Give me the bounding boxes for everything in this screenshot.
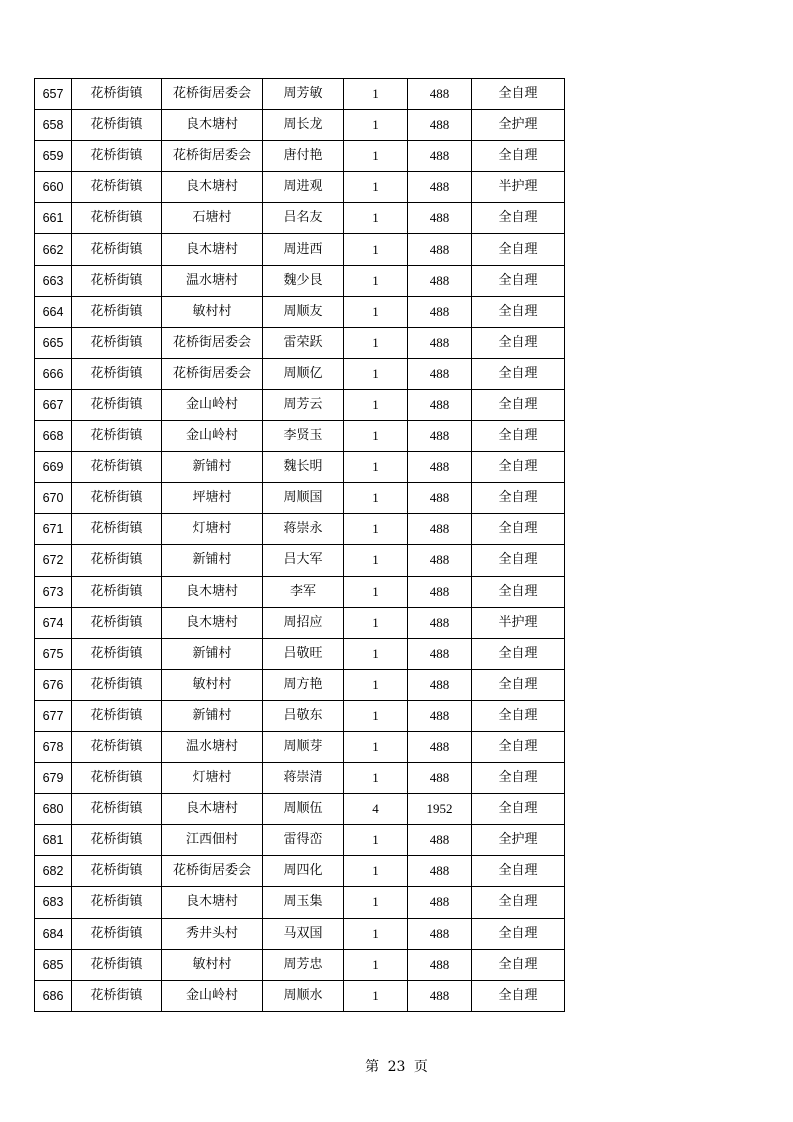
- count-cell: 1: [344, 576, 408, 607]
- name-cell: 周顺伍: [263, 794, 344, 825]
- table-row: [35, 638, 565, 669]
- care-level-cell: 半护理: [472, 172, 565, 203]
- care-level-cell: 全自理: [472, 638, 565, 669]
- care-level-cell: 全自理: [472, 483, 565, 514]
- count-cell: 1: [344, 980, 408, 1011]
- count-cell: 1: [344, 545, 408, 576]
- name-cell: 李贤玉: [263, 421, 344, 452]
- name-cell: 周进观: [263, 172, 344, 203]
- town-cell: 花桥街镇: [72, 327, 162, 358]
- table-row: [35, 110, 565, 141]
- village-cell: 灯塘村: [162, 514, 263, 545]
- amount-cell: 488: [408, 234, 472, 265]
- town-cell: 花桥街镇: [72, 421, 162, 452]
- count-cell: 1: [344, 887, 408, 918]
- name-cell: 雷荣跃: [263, 327, 344, 358]
- count-cell: 4: [344, 794, 408, 825]
- amount-cell: 488: [408, 421, 472, 452]
- care-level-cell: 全自理: [472, 234, 565, 265]
- town-cell: 花桥街镇: [72, 825, 162, 856]
- name-cell: 周长龙: [263, 110, 344, 141]
- row-number: 660: [35, 172, 72, 203]
- row-number: 682: [35, 856, 72, 887]
- row-number: 677: [35, 700, 72, 731]
- town-cell: 花桥街镇: [72, 203, 162, 234]
- name-cell: 周进西: [263, 234, 344, 265]
- town-cell: 花桥街镇: [72, 514, 162, 545]
- name-cell: 周芳敏: [263, 79, 344, 110]
- records-table-body: [35, 79, 565, 1012]
- page-footer-prefix: 第: [365, 1059, 380, 1075]
- count-cell: 1: [344, 389, 408, 420]
- amount-cell: 488: [408, 79, 472, 110]
- care-level-cell: 全自理: [472, 731, 565, 762]
- amount-cell: 488: [408, 763, 472, 794]
- village-cell: 新铺村: [162, 638, 263, 669]
- count-cell: 1: [344, 607, 408, 638]
- town-cell: 花桥街镇: [72, 669, 162, 700]
- table-row: [35, 731, 565, 762]
- table-row: [35, 607, 565, 638]
- town-cell: 花桥街镇: [72, 296, 162, 327]
- table-row: [35, 265, 565, 296]
- count-cell: 1: [344, 452, 408, 483]
- care-level-cell: 全自理: [472, 918, 565, 949]
- village-cell: 温水塘村: [162, 731, 263, 762]
- amount-cell: 488: [408, 514, 472, 545]
- name-cell: 周方艳: [263, 669, 344, 700]
- care-level-cell: 全自理: [472, 79, 565, 110]
- town-cell: 花桥街镇: [72, 483, 162, 514]
- page-number: 23: [387, 1059, 406, 1075]
- care-level-cell: 全自理: [472, 141, 565, 172]
- care-level-cell: 全护理: [472, 110, 565, 141]
- count-cell: 1: [344, 172, 408, 203]
- table-row: [35, 389, 565, 420]
- town-cell: 花桥街镇: [72, 172, 162, 203]
- amount-cell: 488: [408, 203, 472, 234]
- village-cell: 良木塘村: [162, 172, 263, 203]
- count-cell: 1: [344, 949, 408, 980]
- care-level-cell: 全自理: [472, 514, 565, 545]
- row-number: 681: [35, 825, 72, 856]
- row-number: 679: [35, 763, 72, 794]
- count-cell: 1: [344, 638, 408, 669]
- table-row: [35, 545, 565, 576]
- amount-cell: 488: [408, 358, 472, 389]
- care-level-cell: 全自理: [472, 389, 565, 420]
- row-number: 685: [35, 949, 72, 980]
- amount-cell: 488: [408, 669, 472, 700]
- care-level-cell: 全自理: [472, 203, 565, 234]
- amount-cell: 488: [408, 856, 472, 887]
- care-level-cell: 全护理: [472, 825, 565, 856]
- village-cell: 江西佃村: [162, 825, 263, 856]
- name-cell: 蒋崇永: [263, 514, 344, 545]
- count-cell: 1: [344, 731, 408, 762]
- amount-cell: 488: [408, 110, 472, 141]
- town-cell: 花桥街镇: [72, 638, 162, 669]
- town-cell: 花桥街镇: [72, 607, 162, 638]
- row-number: 661: [35, 203, 72, 234]
- page-footer-suffix: 页: [413, 1059, 428, 1075]
- row-number: 671: [35, 514, 72, 545]
- village-cell: 花桥街居委会: [162, 327, 263, 358]
- name-cell: 蒋崇清: [263, 763, 344, 794]
- count-cell: 1: [344, 296, 408, 327]
- name-cell: 周顺亿: [263, 358, 344, 389]
- town-cell: 花桥街镇: [72, 980, 162, 1011]
- amount-cell: 488: [408, 265, 472, 296]
- count-cell: 1: [344, 856, 408, 887]
- row-number: 663: [35, 265, 72, 296]
- row-number: 658: [35, 110, 72, 141]
- amount-cell: 488: [408, 607, 472, 638]
- care-level-cell: 全自理: [472, 545, 565, 576]
- village-cell: 金山岭村: [162, 389, 263, 420]
- town-cell: 花桥街镇: [72, 358, 162, 389]
- table-row: [35, 172, 565, 203]
- care-level-cell: 全自理: [472, 327, 565, 358]
- amount-cell: 488: [408, 980, 472, 1011]
- village-cell: 新铺村: [162, 700, 263, 731]
- village-cell: 花桥街居委会: [162, 141, 263, 172]
- village-cell: 良木塘村: [162, 576, 263, 607]
- table-row: [35, 141, 565, 172]
- row-number: 673: [35, 576, 72, 607]
- table-row: [35, 296, 565, 327]
- table-row: [35, 576, 565, 607]
- amount-cell: 1952: [408, 794, 472, 825]
- count-cell: 1: [344, 825, 408, 856]
- town-cell: 花桥街镇: [72, 79, 162, 110]
- name-cell: 周顺芽: [263, 731, 344, 762]
- name-cell: 李军: [263, 576, 344, 607]
- name-cell: 周招应: [263, 607, 344, 638]
- name-cell: 周芳忠: [263, 949, 344, 980]
- town-cell: 花桥街镇: [72, 949, 162, 980]
- village-cell: 敏村村: [162, 669, 263, 700]
- name-cell: 吕敬东: [263, 700, 344, 731]
- amount-cell: 488: [408, 638, 472, 669]
- count-cell: 1: [344, 141, 408, 172]
- amount-cell: 488: [408, 452, 472, 483]
- village-cell: 新铺村: [162, 545, 263, 576]
- amount-cell: 488: [408, 483, 472, 514]
- care-level-cell: 全自理: [472, 421, 565, 452]
- village-cell: 良木塘村: [162, 887, 263, 918]
- town-cell: 花桥街镇: [72, 763, 162, 794]
- village-cell: 新铺村: [162, 452, 263, 483]
- town-cell: 花桥街镇: [72, 918, 162, 949]
- care-level-cell: 全自理: [472, 794, 565, 825]
- care-level-cell: 全自理: [472, 856, 565, 887]
- row-number: 686: [35, 980, 72, 1011]
- town-cell: 花桥街镇: [72, 141, 162, 172]
- town-cell: 花桥街镇: [72, 887, 162, 918]
- row-number: 674: [35, 607, 72, 638]
- table-row: [35, 763, 565, 794]
- village-cell: 金山岭村: [162, 980, 263, 1011]
- count-cell: 1: [344, 79, 408, 110]
- town-cell: 花桥街镇: [72, 234, 162, 265]
- table-row: [35, 980, 565, 1011]
- table-row: [35, 421, 565, 452]
- count-cell: 1: [344, 203, 408, 234]
- amount-cell: 488: [408, 545, 472, 576]
- care-level-cell: 全自理: [472, 296, 565, 327]
- table-row: [35, 856, 565, 887]
- count-cell: 1: [344, 358, 408, 389]
- amount-cell: 488: [408, 327, 472, 358]
- name-cell: 吕敬旺: [263, 638, 344, 669]
- table-row: [35, 514, 565, 545]
- amount-cell: 488: [408, 731, 472, 762]
- village-cell: 花桥街居委会: [162, 79, 263, 110]
- town-cell: 花桥街镇: [72, 576, 162, 607]
- village-cell: 秀井头村: [162, 918, 263, 949]
- table-row: [35, 918, 565, 949]
- care-level-cell: 全自理: [472, 980, 565, 1011]
- count-cell: 1: [344, 234, 408, 265]
- amount-cell: 488: [408, 949, 472, 980]
- row-number: 668: [35, 421, 72, 452]
- amount-cell: 488: [408, 389, 472, 420]
- town-cell: 花桥街镇: [72, 856, 162, 887]
- name-cell: 周顺水: [263, 980, 344, 1011]
- amount-cell: 488: [408, 576, 472, 607]
- town-cell: 花桥街镇: [72, 110, 162, 141]
- care-level-cell: 全自理: [472, 576, 565, 607]
- town-cell: 花桥街镇: [72, 794, 162, 825]
- town-cell: 花桥街镇: [72, 700, 162, 731]
- care-level-cell: 全自理: [472, 358, 565, 389]
- table-row: [35, 700, 565, 731]
- row-number: 659: [35, 141, 72, 172]
- name-cell: 吕名友: [263, 203, 344, 234]
- amount-cell: 488: [408, 141, 472, 172]
- care-level-cell: 全自理: [472, 265, 565, 296]
- count-cell: 1: [344, 483, 408, 514]
- row-number: 662: [35, 234, 72, 265]
- amount-cell: 488: [408, 918, 472, 949]
- amount-cell: 488: [408, 296, 472, 327]
- town-cell: 花桥街镇: [72, 731, 162, 762]
- row-number: 684: [35, 918, 72, 949]
- name-cell: 唐付艳: [263, 141, 344, 172]
- table-row: [35, 79, 565, 110]
- amount-cell: 488: [408, 887, 472, 918]
- care-level-cell: 全自理: [472, 949, 565, 980]
- row-number: 678: [35, 731, 72, 762]
- table-row: [35, 825, 565, 856]
- records-table: [34, 78, 565, 1012]
- care-level-cell: 半护理: [472, 607, 565, 638]
- name-cell: 吕大军: [263, 545, 344, 576]
- village-cell: 坪塘村: [162, 483, 263, 514]
- village-cell: 良木塘村: [162, 607, 263, 638]
- row-number: 666: [35, 358, 72, 389]
- count-cell: 1: [344, 265, 408, 296]
- count-cell: 1: [344, 763, 408, 794]
- row-number: 667: [35, 389, 72, 420]
- row-number: 683: [35, 887, 72, 918]
- table-row: [35, 452, 565, 483]
- care-level-cell: 全自理: [472, 452, 565, 483]
- row-number: 670: [35, 483, 72, 514]
- name-cell: 周四化: [263, 856, 344, 887]
- name-cell: 周玉集: [263, 887, 344, 918]
- village-cell: 敏村村: [162, 296, 263, 327]
- town-cell: 花桥街镇: [72, 545, 162, 576]
- village-cell: 良木塘村: [162, 794, 263, 825]
- row-number: 657: [35, 79, 72, 110]
- table-row: [35, 234, 565, 265]
- amount-cell: 488: [408, 825, 472, 856]
- village-cell: 温水塘村: [162, 265, 263, 296]
- name-cell: 周顺友: [263, 296, 344, 327]
- table-row: [35, 483, 565, 514]
- count-cell: 1: [344, 669, 408, 700]
- table-row: [35, 887, 565, 918]
- table-row: [35, 794, 565, 825]
- care-level-cell: 全自理: [472, 763, 565, 794]
- count-cell: 1: [344, 110, 408, 141]
- page-footer: [0, 1056, 793, 1076]
- village-cell: 金山岭村: [162, 421, 263, 452]
- village-cell: 良木塘村: [162, 234, 263, 265]
- amount-cell: 488: [408, 700, 472, 731]
- care-level-cell: 全自理: [472, 669, 565, 700]
- care-level-cell: 全自理: [472, 887, 565, 918]
- count-cell: 1: [344, 700, 408, 731]
- count-cell: 1: [344, 514, 408, 545]
- row-number: 680: [35, 794, 72, 825]
- village-cell: 良木塘村: [162, 110, 263, 141]
- amount-cell: 488: [408, 172, 472, 203]
- village-cell: 石塘村: [162, 203, 263, 234]
- village-cell: 花桥街居委会: [162, 358, 263, 389]
- row-number: 665: [35, 327, 72, 358]
- name-cell: 魏长明: [263, 452, 344, 483]
- count-cell: 1: [344, 421, 408, 452]
- town-cell: 花桥街镇: [72, 265, 162, 296]
- village-cell: 敏村村: [162, 949, 263, 980]
- town-cell: 花桥街镇: [72, 452, 162, 483]
- row-number: 669: [35, 452, 72, 483]
- count-cell: 1: [344, 327, 408, 358]
- village-cell: 灯塘村: [162, 763, 263, 794]
- name-cell: 魏少艮: [263, 265, 344, 296]
- count-cell: 1: [344, 918, 408, 949]
- table-row: [35, 327, 565, 358]
- table-row: [35, 949, 565, 980]
- table-row: [35, 669, 565, 700]
- name-cell: 周芳云: [263, 389, 344, 420]
- name-cell: 周顺国: [263, 483, 344, 514]
- name-cell: 马双国: [263, 918, 344, 949]
- name-cell: 雷得峦: [263, 825, 344, 856]
- town-cell: 花桥街镇: [72, 389, 162, 420]
- row-number: 672: [35, 545, 72, 576]
- row-number: 664: [35, 296, 72, 327]
- table-row: [35, 203, 565, 234]
- row-number: 675: [35, 638, 72, 669]
- table-row: [35, 358, 565, 389]
- village-cell: 花桥街居委会: [162, 856, 263, 887]
- care-level-cell: 全自理: [472, 700, 565, 731]
- row-number: 676: [35, 669, 72, 700]
